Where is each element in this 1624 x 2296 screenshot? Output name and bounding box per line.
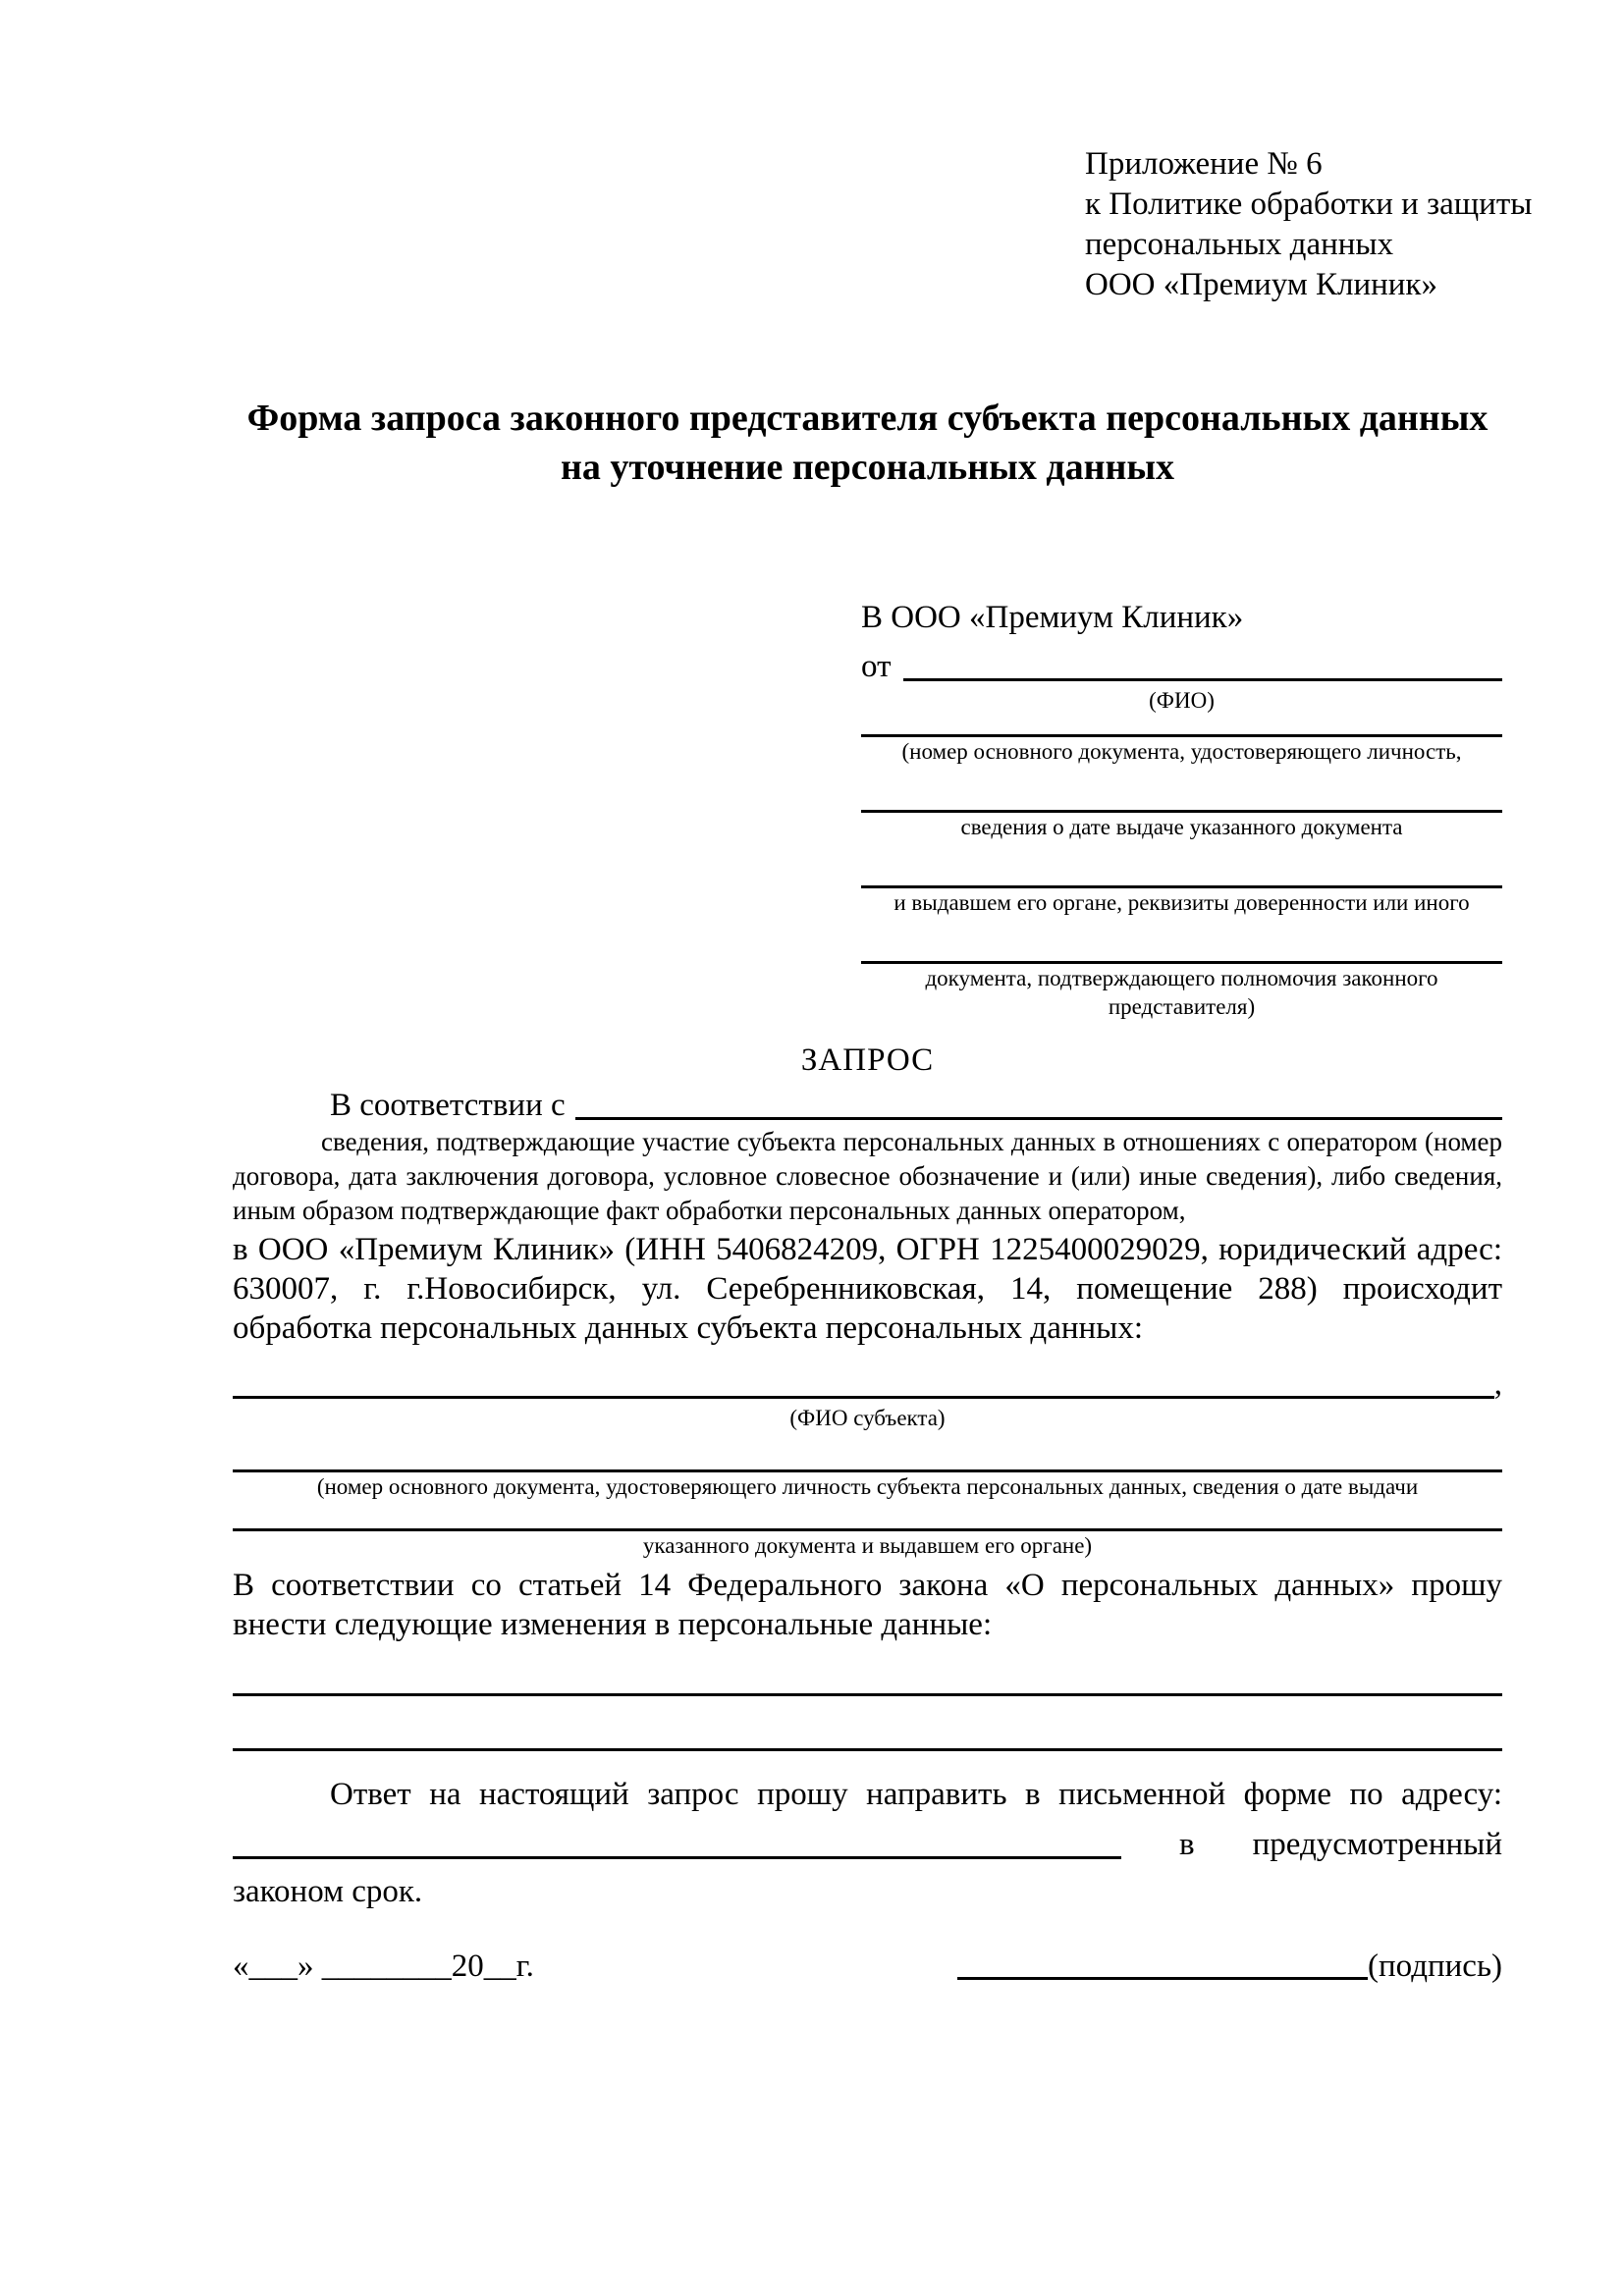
date-field[interactable]: «___» ________20__г.: [233, 1949, 534, 1984]
appendix-line: Приложение № 6: [1085, 146, 1323, 182]
appendix-line: персональных данных: [1085, 227, 1394, 262]
caption-fio: (ФИО): [1149, 688, 1215, 713]
appendix-line: к Политике обработки и защиты: [1085, 187, 1533, 222]
response-line-1: Ответ на настоящий запрос прошу направить в письменной форме по адресу:: [330, 1777, 1502, 1812]
accordance-fill-line[interactable]: [575, 1117, 1502, 1120]
accordance-row: [233, 1085, 1502, 1125]
accordance-note: сведения, подтверждающие участие субъекта персональных данных в отношениях с оператором (номер договора, дата заключения договора, условное словесное обозначение и (или) иные сведения), либо сведения, иным образом подтверждающие факт обработки персональных данных оператором,: [233, 1127, 1502, 1225]
response-line-3: законом срок.: [233, 1874, 423, 1909]
addressee-to: В ООО «Премиум Клиник»: [861, 600, 1244, 635]
changes-fill-line-1[interactable]: [233, 1693, 1502, 1696]
from-row: [861, 646, 1502, 686]
article-paragraph: В соответствии со статьей 14 Федерального закона «О персональных данных» прошу внести следующие изменения в персональные данные:: [233, 1568, 1502, 1642]
form-title-line: Форма запроса законного представителя субъекта персональных данных: [246, 398, 1489, 439]
footer-row: [233, 1947, 1502, 1986]
appendix-line: ООО «Премиум Клиник»: [1085, 267, 1437, 302]
changes-fill-line-2[interactable]: [233, 1748, 1502, 1751]
addressee-block: [861, 598, 1502, 1021]
accordance-label: В соответствии с: [330, 1088, 566, 1123]
appendix-block: [1085, 144, 1533, 305]
subject-fio-fill-line[interactable]: [233, 1396, 1494, 1399]
form-title-line: на уточнение персональных данных: [560, 447, 1175, 488]
signature-caption: (подпись): [1368, 1949, 1502, 1984]
caption-doc-4: документа, подтверждающего полномочия законного представителя): [925, 966, 1438, 1019]
caption-doc-2: сведения о дате выдаче указанного документа: [960, 815, 1403, 839]
caption-doc-3: и выдавшем его органе, реквизиты доверенности или иного: [893, 890, 1470, 915]
form-title: [233, 394, 1502, 492]
operator-paragraph: в ООО «Премиум Клиник» (ИНН 5406824209, ОГРН 1225400029029, юридический адрес: 630007, г. г.Новосибирск, ул. Серебренниковская, 14, помещение 288) происходит обработка персональных данных субъекта персональных данных:: [233, 1232, 1502, 1346]
caption-subject-doc-1: (номер основного документа, удостоверяющего личность субъекта персональных данных, сведения о дате выдачи: [316, 1474, 1419, 1499]
subject-fio-row: [233, 1363, 1502, 1404]
signature-fill-line[interactable]: [957, 1977, 1368, 1980]
address-fill-line[interactable]: [233, 1856, 1121, 1859]
signature-block: [957, 1947, 1502, 1986]
response-line-2: [233, 1824, 1502, 1864]
comma: ,: [1493, 1366, 1502, 1402]
from-label: от: [861, 649, 892, 684]
caption-fio-subject: (ФИО субъекта): [789, 1406, 946, 1430]
fio-fill-line[interactable]: [903, 678, 1503, 681]
caption-subject-doc-2: указанного документа и выдавшем его органе): [642, 1533, 1093, 1558]
response-word-predusmotrenny: предусмотренный: [1252, 1827, 1502, 1862]
request-heading: ЗАПРОС: [800, 1042, 935, 1078]
caption-doc-1: (номер основного документа, удостоверяющего личность,: [901, 739, 1462, 764]
response-word-v: в: [1179, 1827, 1195, 1862]
